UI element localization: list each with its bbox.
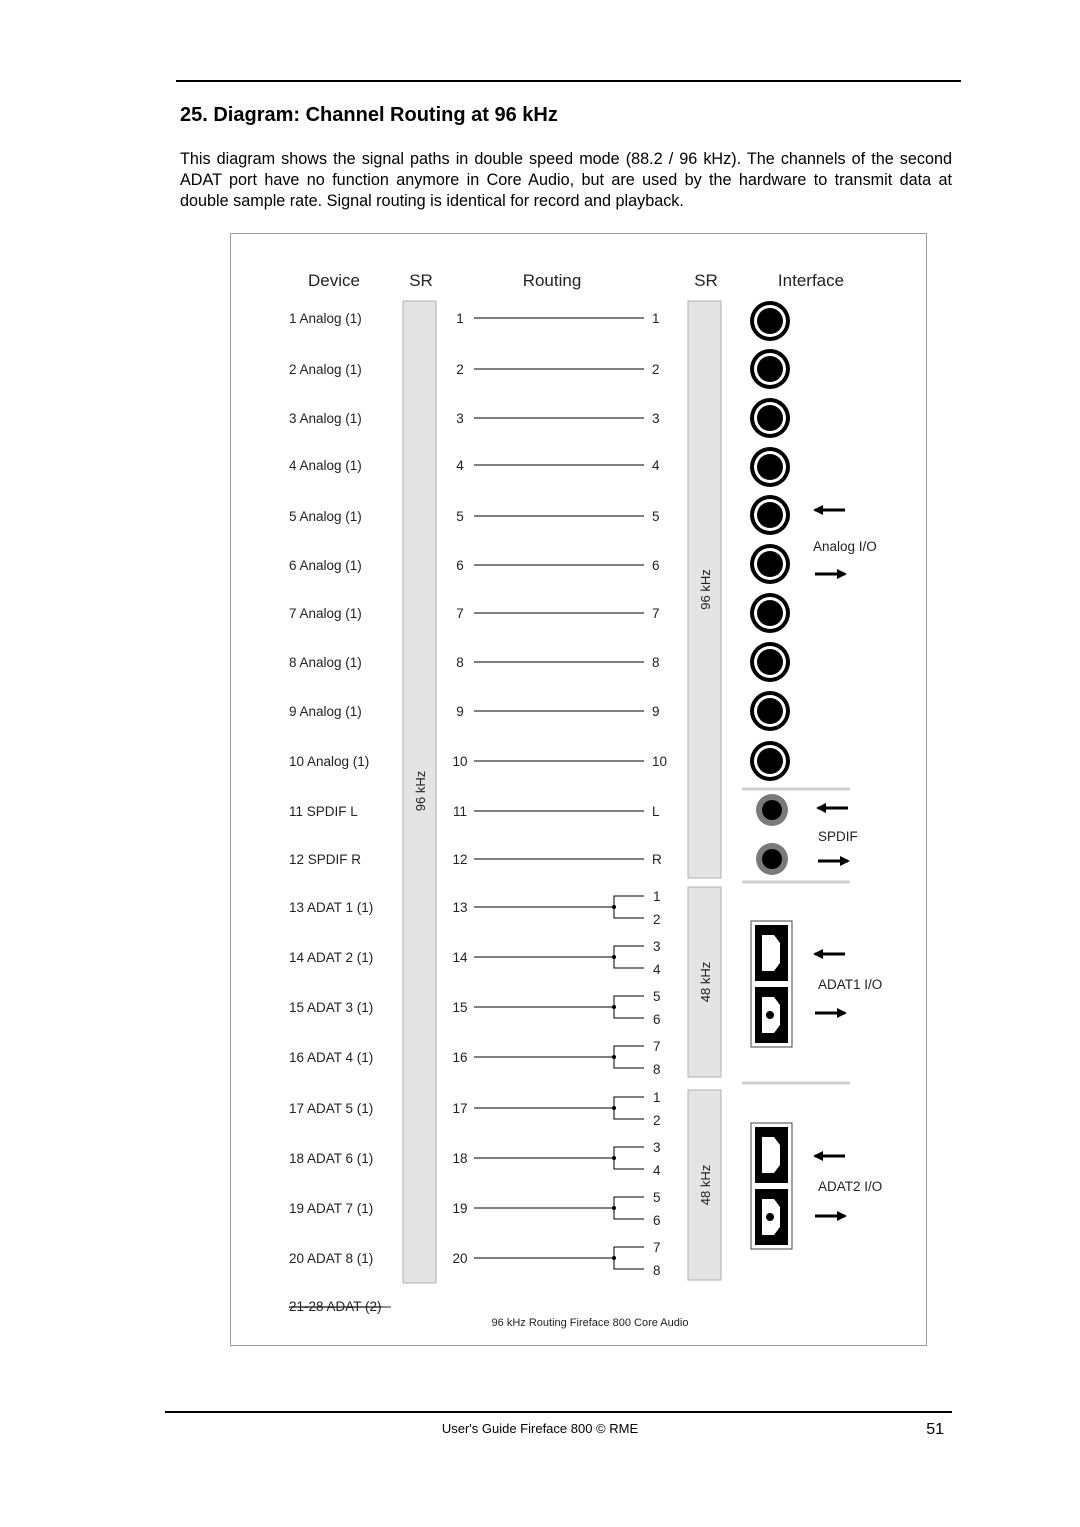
routing-right-number: 8 [653,1062,661,1077]
header-sr-right: SR [694,271,718,290]
routing-left-number: 12 [452,852,468,867]
adat1-io-label: ADAT1 I/O [818,977,883,992]
analog-jack-center [757,454,783,480]
routing-right-number: 5 [652,509,660,524]
routing-left-number: 2 [456,362,464,377]
device-label: 18 ADAT 6 (1) [289,1151,374,1166]
analog-io-label: Analog I/O [813,539,877,554]
routing-right-number: 1 [652,311,660,326]
sr-left-label: 96 kHz [413,770,428,812]
analog-jack-center [757,748,783,774]
routing-left-number: 18 [452,1151,468,1166]
header-device: Device [308,271,360,290]
routing-right-number: 8 [652,655,660,670]
device-label: 3 Analog (1) [289,411,362,426]
adat2-port-upper-slot [762,1137,780,1173]
device-label: 13 ADAT 1 (1) [289,900,374,915]
adat2-port-lower-dot [766,1213,774,1221]
device-label: 5 Analog (1) [289,509,362,524]
device-label: 17 ADAT 5 (1) [289,1101,374,1116]
routing-diagram-svg [231,234,928,1347]
analog-jack-center [757,698,783,724]
adat1-port-upper-slot [762,935,780,971]
routing-right-number: 6 [653,1012,661,1027]
page-number: 51 [926,1421,944,1438]
routing-left-number: 20 [452,1251,468,1266]
header-interface: Interface [777,271,845,290]
routing-right-number: 7 [652,606,660,621]
routing-right-number: 8 [653,1263,661,1278]
split-bracket [614,996,644,1018]
adat1-port-lower-dot [766,1011,774,1019]
routing-left-number: 14 [452,950,468,965]
routing-right-number: 10 [652,754,668,769]
routing-right-number: 9 [652,704,660,719]
routing-left-number: 7 [456,606,464,621]
spdif-jack-center [762,849,782,869]
routing-left-number: 9 [456,704,464,719]
adat2-io-label: ADAT2 I/O [818,1179,883,1194]
routing-left-number: 3 [456,411,464,426]
routing-left-number: 4 [456,458,464,473]
header-sr-left: SR [409,271,433,290]
sr-right-label-2: 48 kHz [698,961,713,1003]
routing-left-number: 1 [456,311,464,326]
device-label: 11 SPDIF L [289,804,358,819]
analog-jack-center [757,356,783,382]
routing-right-number: 7 [653,1039,661,1054]
routing-right-number: 4 [652,458,660,473]
routing-right-number: 3 [652,411,660,426]
analog-jack-center [757,551,783,577]
spdif-label: SPDIF [818,829,858,844]
routing-diagram [230,233,927,1346]
routing-right-number: 3 [653,939,661,954]
routing-right-number: 5 [653,989,661,1004]
split-bracket [614,1147,644,1169]
header-rule [176,80,961,82]
routing-left-number: 5 [456,509,464,524]
routing-right-number: 4 [653,1163,661,1178]
device-label: 1 Analog (1) [289,311,362,326]
split-bracket [614,946,644,968]
device-label: 7 Analog (1) [289,606,362,621]
struck-device-label: 21-28 ADAT (2) [289,1299,382,1314]
device-label: 2 Analog (1) [289,362,362,377]
routing-right-number: 2 [653,1113,661,1128]
routing-left-number: 19 [452,1201,468,1216]
routing-right-number: 6 [653,1213,661,1228]
device-label: 6 Analog (1) [289,558,362,573]
diagram-caption: 96 kHz Routing Fireface 800 Core Audio [491,1317,689,1329]
routing-left-number: 17 [452,1101,468,1116]
routing-right-number: 5 [653,1190,661,1205]
analog-jack-center [757,649,783,675]
device-label: 4 Analog (1) [289,458,362,473]
device-label: 16 ADAT 4 (1) [289,1050,374,1065]
routing-right-number: 6 [652,558,660,573]
device-label: 19 ADAT 7 (1) [289,1201,374,1216]
routing-right-number: 3 [653,1140,661,1155]
sr-right-label-1: 96 kHz [698,569,713,610]
routing-right-number: 1 [653,889,661,904]
analog-jack-center [757,502,783,528]
routing-left-number: 10 [452,754,468,769]
device-label: 8 Analog (1) [289,655,362,670]
sr-right-label-3: 48 kHz [698,1164,713,1206]
routing-right-number: R [652,852,662,867]
split-bracket [614,1197,644,1219]
routing-right-number: L [652,804,660,819]
routing-right-number: 1 [653,1090,661,1105]
routing-left-number: 13 [452,900,468,915]
split-bracket [614,1097,644,1119]
page-title: 25. Diagram: Channel Routing at 96 kHz [180,104,558,126]
device-label: 15 ADAT 3 (1) [289,1000,374,1015]
analog-jack-center [757,405,783,431]
routing-left-number: 11 [452,804,468,819]
routing-right-number: 2 [653,912,661,927]
analog-jack-center [757,308,783,334]
routing-right-number: 7 [653,1240,661,1255]
device-label: 20 ADAT 8 (1) [289,1251,374,1266]
split-bracket [614,1247,644,1269]
routing-left-number: 8 [456,655,464,670]
routing-left-number: 15 [452,1000,468,1015]
device-label: 14 ADAT 2 (1) [289,950,374,965]
header-routing: Routing [522,271,582,290]
spdif-jack-center [762,800,782,820]
footer-text: User's Guide Fireface 800 © RME [441,1421,639,1436]
split-bracket [614,1046,644,1068]
routing-right-number: 4 [653,962,661,977]
split-bracket [614,896,644,918]
device-label: 12 SPDIF R [289,852,362,867]
device-label: 9 Analog (1) [289,704,362,719]
routing-left-number: 6 [456,558,464,573]
device-label: 10 Analog (1) [289,754,370,769]
intro-paragraph: This diagram shows the signal paths in double speed mode (88.2 / 96 kHz). The channels of the second ADAT port have no function anymore in Core Audio, but are used by the hardware to transmit data at double sample rate. Signal routing is identical for record and playback. [180,150,952,210]
analog-jack-center [757,600,783,626]
footer-rule [165,1411,952,1413]
routing-right-number: 2 [652,362,660,377]
routing-left-number: 16 [452,1050,468,1065]
